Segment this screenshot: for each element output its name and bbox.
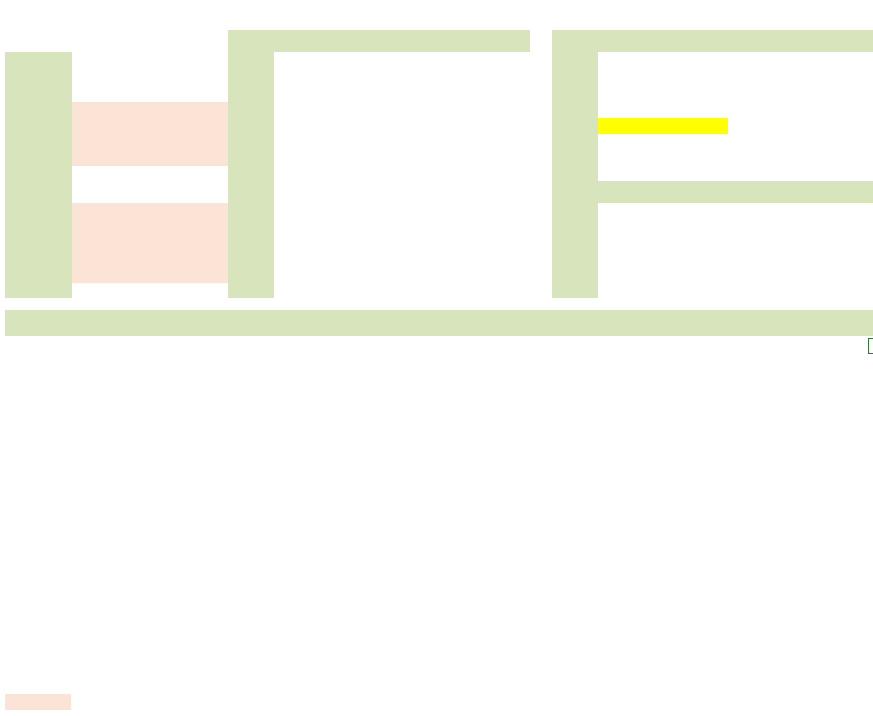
other-label-fill xyxy=(5,694,71,710)
exterior-label-column xyxy=(228,52,274,298)
bicycle-highlight xyxy=(598,118,728,134)
zone-fill xyxy=(72,102,228,118)
interior-right-marker xyxy=(868,338,873,354)
outside-header-band xyxy=(552,30,873,52)
site-label-column xyxy=(5,52,72,298)
area-fill xyxy=(72,203,228,283)
equipment-header-band xyxy=(598,181,873,203)
outside-left-band xyxy=(552,52,598,298)
exterior-header-band xyxy=(228,30,530,52)
interior-header-band xyxy=(5,310,873,336)
land-fill xyxy=(72,118,228,166)
